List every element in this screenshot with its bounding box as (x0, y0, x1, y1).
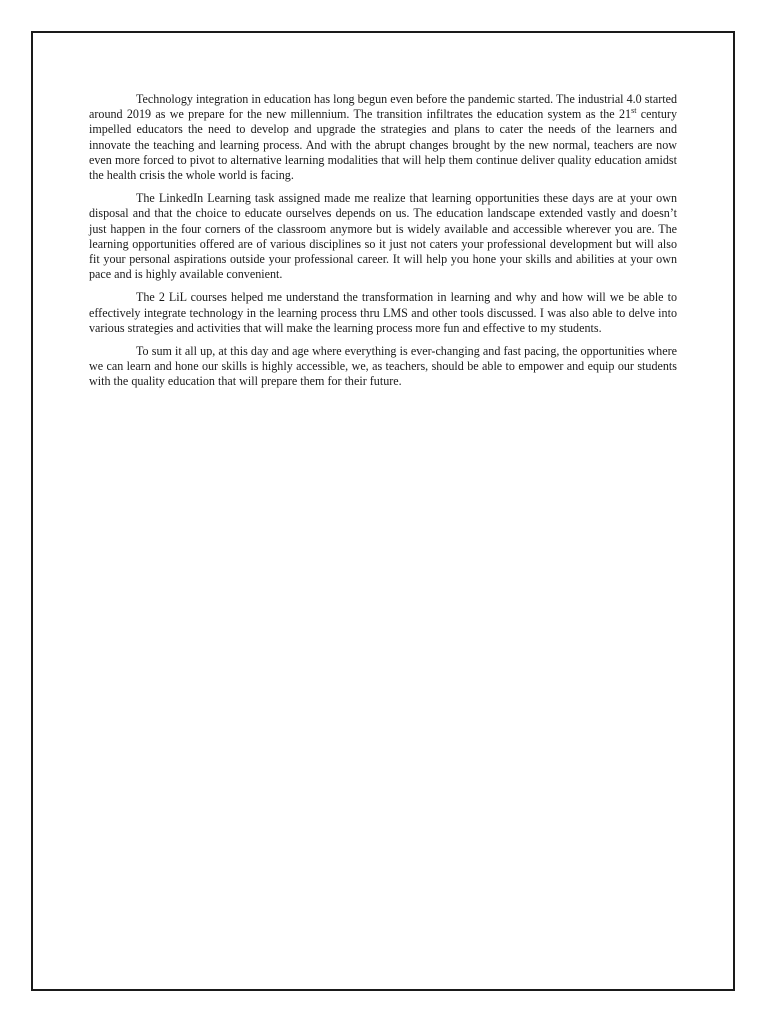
document-body (89, 92, 677, 398)
paragraph-technology-integration (89, 92, 677, 183)
paragraph-1-text-start: Technology integration in education has long begun even before the pandemic started. The industrial 4.0 started around 2019 as we prepare for the new millennium. The transition infiltrates the education system as the 21 (89, 92, 677, 122)
paragraph-1-text-end: century impelled educators the need to develop and upgrade the strategies and plans to cater the needs of the learners and innovate the teaching and learning process. And with the abrupt changes brought by the new normal, teachers are now even more forced to pivot to alternative learning modalities that will help them continue deliver quality education amidst the health crisis the whole world is facing. (89, 107, 677, 183)
paragraph-lil-courses: The 2 LiL courses helped me understand the transformation in learning and why and how will we be able to effectively integrate technology in the learning process thru LMS and other tools discussed. I was also able to delve into various strategies and activities that will make the learning process more fun and effective to my students. (89, 290, 677, 335)
paragraph-conclusion: To sum it all up, at this day and age where everything is ever-changing and fast pacing, the opportunities where we can learn and hone our skills is highly accessible, we, as teachers, should be able to empower and equip our students with the quality education that will prepare them for their future. (89, 344, 677, 389)
paragraph-linkedin-learning: The LinkedIn Learning task assigned made me realize that learning opportunities these days are at your own disposal and that the choice to educate ourselves depends on us. The education landscape extended vastly and doesn’t just happen in the four corners of the classroom anymore but is widely available and accessible wherever you are. The learning opportunities offered are of various disciplines so it just not caters your professional development but will also fit your personal aspirations outside your professional career. It will help you hone your skills and abilities at your own pace and is highly available convenient. (89, 191, 677, 282)
ordinal-suffix: st (631, 106, 637, 116)
